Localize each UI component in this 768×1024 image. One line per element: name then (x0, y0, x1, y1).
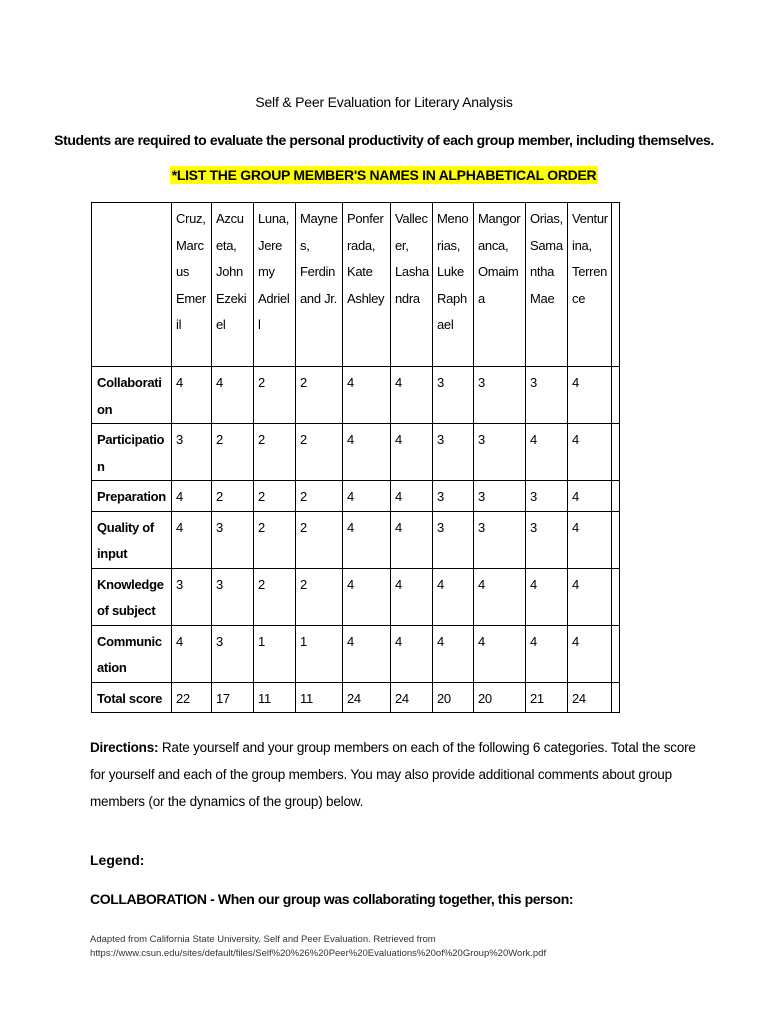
score-cell: 3 (474, 511, 526, 568)
score-cell: 4 (343, 424, 391, 481)
table-edge-cell (612, 424, 620, 481)
score-cell: 4 (433, 625, 474, 682)
table-row (92, 568, 620, 625)
score-cell: 2 (254, 424, 296, 481)
score-cell: 22 (172, 682, 212, 713)
score-cell: 4 (391, 511, 433, 568)
document-subtitle: Students are required to evaluate the personal productivity of each group member, including themselves. (54, 132, 714, 148)
score-cell: 2 (296, 481, 343, 512)
score-cell: 3 (474, 367, 526, 424)
score-cell: 3 (172, 424, 212, 481)
table-edge-cell (612, 568, 620, 625)
member-name-cell: Orias, Samantha Mae (526, 203, 568, 367)
score-cell: 1 (296, 625, 343, 682)
score-cell: 4 (526, 424, 568, 481)
table-edge-cell (612, 203, 620, 367)
score-cell: 4 (391, 481, 433, 512)
footer-line-1: Adapted from California State University. Self and Peer Evaluation. Retrieved from (90, 934, 436, 945)
score-cell: 4 (172, 511, 212, 568)
score-cell: 4 (343, 625, 391, 682)
score-cell: 3 (433, 511, 474, 568)
table-row (92, 367, 620, 424)
score-cell: 4 (568, 625, 612, 682)
score-cell: 2 (296, 568, 343, 625)
score-cell: 3 (526, 367, 568, 424)
score-cell: 3 (433, 481, 474, 512)
member-name-cell: Vallecer, Lashandra (391, 203, 433, 367)
score-cell: 3 (474, 424, 526, 481)
category-cell: Preparation (92, 481, 172, 512)
category-cell: Participation (92, 424, 172, 481)
score-cell: 2 (254, 568, 296, 625)
table-edge-cell (612, 481, 620, 512)
score-cell: 4 (343, 481, 391, 512)
score-cell: 2 (296, 424, 343, 481)
header-corner-cell (92, 203, 172, 367)
score-cell: 4 (568, 424, 612, 481)
score-cell: 4 (568, 568, 612, 625)
highlight-note-wrap (0, 167, 768, 185)
member-name-cell: Ponferrada, Kate Ashley (343, 203, 391, 367)
member-name-cell: Azcueta, John Ezekiel (212, 203, 254, 367)
member-name-cell: Menorias, Luke Raphael (433, 203, 474, 367)
category-cell: Knowledge of subject (92, 568, 172, 625)
score-cell: 4 (212, 367, 254, 424)
score-cell: 3 (212, 568, 254, 625)
score-cell: 11 (296, 682, 343, 713)
score-cell: 3 (526, 481, 568, 512)
score-cell: 4 (343, 568, 391, 625)
score-cell: 2 (212, 424, 254, 481)
directions-label: Directions: (90, 740, 159, 755)
score-cell: 3 (474, 481, 526, 512)
category-cell: Total score (92, 682, 172, 713)
score-cell: 24 (391, 682, 433, 713)
directions-text: Rate yourself and your group members on each of the following 6 categories. Total the score for yourself and each of the group members. You may also provide additional comments about group members (or the dynamics of the group) below. (90, 740, 696, 809)
table-edge-cell (612, 625, 620, 682)
table-edge-cell (612, 511, 620, 568)
evaluation-table (91, 202, 620, 713)
collaboration-heading: COLLABORATION - When our group was collaborating together, this person: (90, 891, 574, 907)
table-row (92, 424, 620, 481)
score-cell: 4 (568, 481, 612, 512)
score-cell: 24 (568, 682, 612, 713)
score-cell: 17 (212, 682, 254, 713)
footer-url: https://www.csun.edu/sites/default/files/Self%20%26%20Peer%20Evaluations%20of%20Group%20Work.pdf (90, 948, 547, 959)
score-cell: 2 (254, 511, 296, 568)
score-cell: 11 (254, 682, 296, 713)
score-cell: 4 (474, 568, 526, 625)
score-cell: 4 (568, 367, 612, 424)
score-cell: 4 (526, 568, 568, 625)
score-cell: 3 (526, 511, 568, 568)
score-cell: 4 (391, 367, 433, 424)
score-cell: 2 (212, 481, 254, 512)
score-cell: 4 (568, 511, 612, 568)
highlight-note: *LIST THE GROUP MEMBER'S NAMES IN ALPHABETICAL ORDER (171, 167, 597, 183)
table-header-row (92, 203, 620, 367)
score-cell: 20 (433, 682, 474, 713)
score-cell: 4 (433, 568, 474, 625)
score-cell: 4 (526, 625, 568, 682)
source-footer (90, 933, 710, 961)
score-cell: 3 (433, 367, 474, 424)
score-cell: 4 (172, 367, 212, 424)
category-cell: Quality of input (92, 511, 172, 568)
score-cell: 4 (343, 511, 391, 568)
score-cell: 2 (296, 367, 343, 424)
score-cell: 21 (526, 682, 568, 713)
category-cell: Communication (92, 625, 172, 682)
score-cell: 24 (343, 682, 391, 713)
member-name-cell: Cruz, Marcus Emeril (172, 203, 212, 367)
table-row (92, 481, 620, 512)
table-edge-cell (612, 367, 620, 424)
member-name-cell: Maynes, Ferdin and Jr. (296, 203, 343, 367)
table-row (92, 625, 620, 682)
score-cell: 20 (474, 682, 526, 713)
member-name-cell: Mangoranca, Omaima (474, 203, 526, 367)
directions-paragraph (90, 734, 710, 815)
score-cell: 4 (474, 625, 526, 682)
table-row (92, 682, 620, 713)
score-cell: 3 (212, 625, 254, 682)
document-title: Self & Peer Evaluation for Literary Analysis (255, 94, 513, 110)
score-cell: 2 (254, 481, 296, 512)
score-cell: 4 (391, 424, 433, 481)
score-cell: 1 (254, 625, 296, 682)
category-cell: Collaboration (92, 367, 172, 424)
score-cell: 4 (391, 568, 433, 625)
score-cell: 4 (172, 625, 212, 682)
score-cell: 4 (343, 367, 391, 424)
member-name-cell: Luna, Jeremy Adriell (254, 203, 296, 367)
score-cell: 3 (433, 424, 474, 481)
table-row (92, 511, 620, 568)
member-name-cell: Venturina, Terrence (568, 203, 612, 367)
score-cell: 4 (391, 625, 433, 682)
score-cell: 4 (172, 481, 212, 512)
legend-heading: Legend: (90, 852, 145, 868)
score-cell: 3 (172, 568, 212, 625)
score-cell: 3 (212, 511, 254, 568)
score-cell: 2 (296, 511, 343, 568)
score-cell: 2 (254, 367, 296, 424)
table-edge-cell (612, 682, 620, 713)
